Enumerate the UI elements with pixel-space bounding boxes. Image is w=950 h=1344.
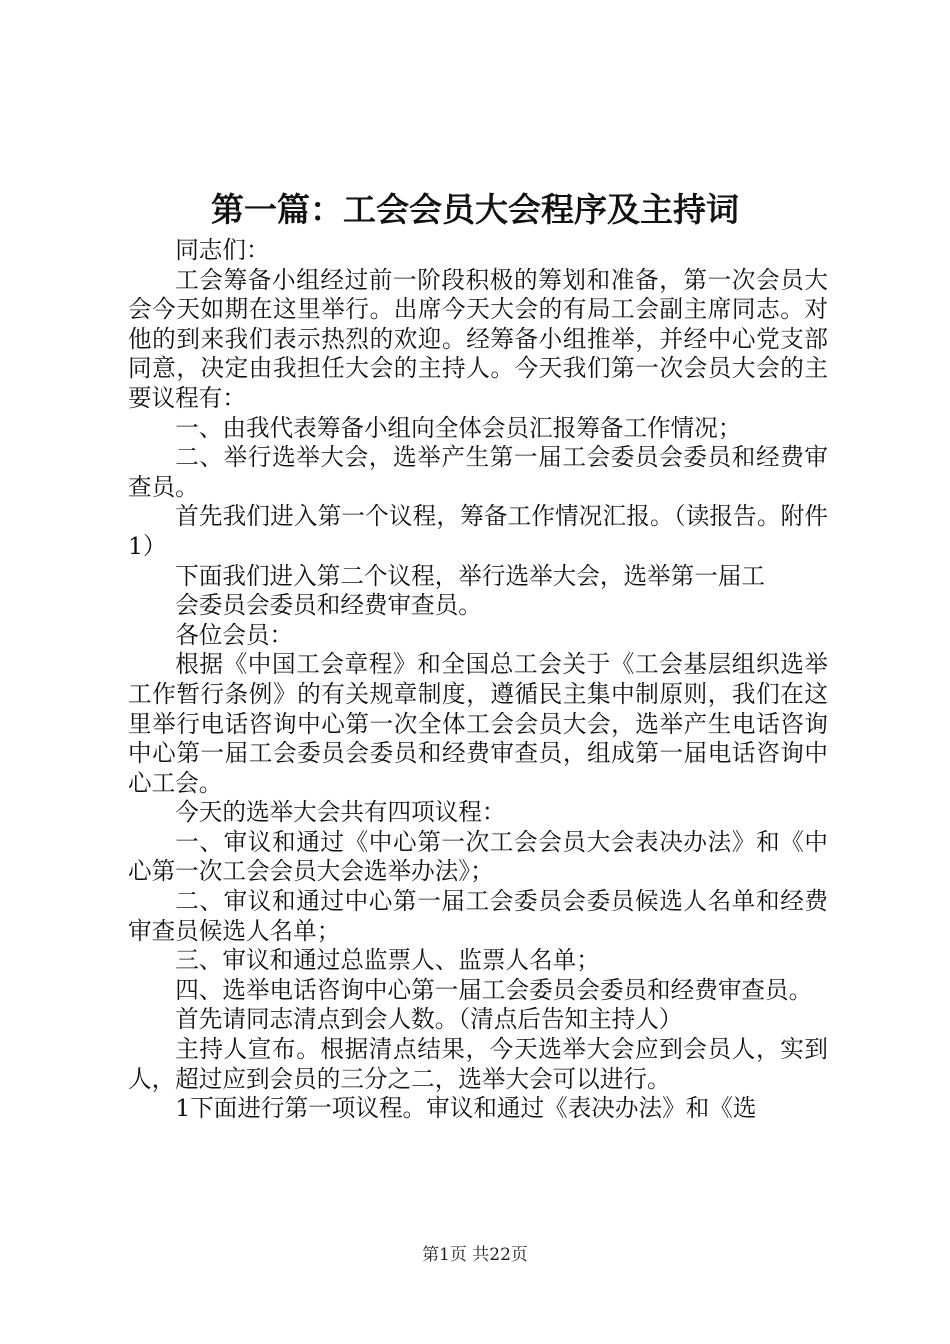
paragraph: 首先请同志清点到会人数。（清点后告知主持人） bbox=[175, 1005, 683, 1034]
document-body bbox=[128, 236, 828, 1124]
paragraph: 首先我们进入第一个议程，筹备工作情况汇报。（读报告。附件1） bbox=[128, 502, 828, 560]
paragraph: 今天的选举大会共有四项议程： bbox=[175, 798, 506, 827]
paragraph: 各位会员： bbox=[175, 620, 294, 649]
paragraph: 主持人宣布。根据清点结果，今天选举大会应到会员人，实到人，超过应到会员的三分之二，选举大会可以进行。 bbox=[128, 1035, 828, 1093]
paragraph: 二、审议和通过中心第一届工会委员会委员候选人名单和经费审查员候选人名单； bbox=[128, 887, 828, 945]
paragraph: 同志们： bbox=[175, 236, 270, 264]
paragraph: 下面我们进入第二个议程，举行选举大会，选举第一届工 bbox=[175, 561, 766, 590]
paragraph: 一、由我代表筹备小组向全体会员汇报筹备工作情况； bbox=[175, 413, 742, 442]
paragraph: 二、举行选举大会，选举产生第一届工会委员会委员和经费审查员。 bbox=[128, 443, 828, 501]
paragraph: 一、审议和通过《中心第一次工会会员大会表决办法》和《中心第一次工会会员大会选举办法》； bbox=[128, 827, 828, 886]
paragraph: 根据《中国工会章程》和全国总工会关于《工会基层组织选举工作暂行条例》的有关规章制度，遵循民主集中制原则，我们在这里举行电话咨询中心第一次全体工会会员大会，选举产生电话咨询中心第一届工会委员会委员和经费审查员，组成第一届电话咨询中心工会。 bbox=[128, 650, 828, 797]
paragraph: 工会筹备小组经过前一阶段积极的筹划和准备，第一次会员大会今天如期在这里举行。出席今天大会的有局工会副主席同志。对他的到来我们表示热烈的欢迎。经筹备小组推举，并经中心党支部同意，决定由我担任大会的主持人。今天我们第一次会员大会的主要议程有： bbox=[128, 265, 828, 412]
paragraph: 三、审议和通过总监票人、监票人名单； bbox=[175, 946, 600, 975]
paragraph: 会委员会委员和经费审查员。 bbox=[175, 591, 482, 620]
paragraph: 四、选举电话咨询中心第一届工会委员会委员和经费审查员。 bbox=[175, 975, 813, 1004]
document-title: 第一篇：工会会员大会程序及主持词 bbox=[211, 190, 739, 229]
page-footer: 第1页 共22页 bbox=[422, 1245, 528, 1265]
paragraph: 1下面进行第一项议程。审议和通过《表决办法》和《选 bbox=[175, 1094, 757, 1123]
